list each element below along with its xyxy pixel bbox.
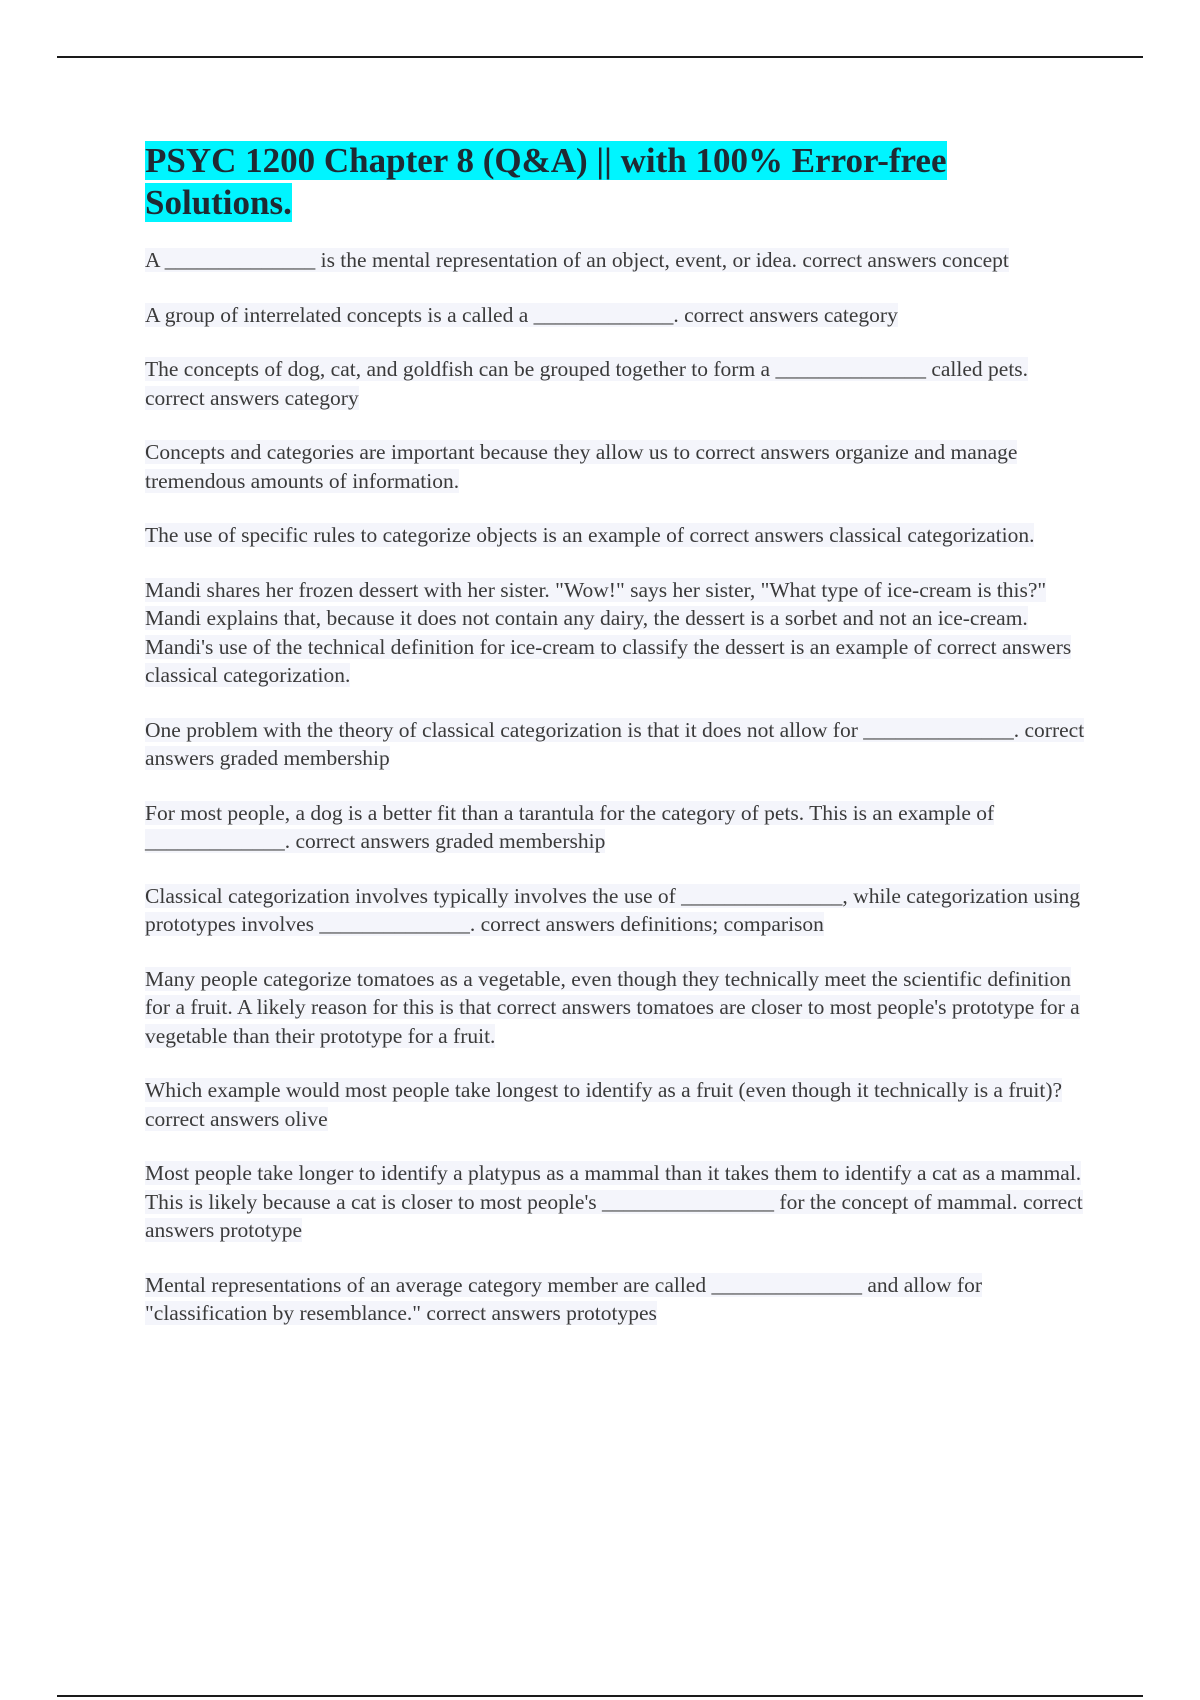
qa-item: Many people categorize tomatoes as a vegetable, even though they technically meet the scientific definition for a fruit. A likely reason for this is that correct answers tomatoes are closer to most people's prototype for a vegetable than their prototype for a fruit. bbox=[145, 966, 1080, 1048]
qa-item: Mandi shares her frozen dessert with her sister. "Wow!" says her sister, "What type of ice-cream is this?" Mandi explains that, because it does not contain any dairy, the dessert is a sorbet and not an ice-cream. Mandi's use of the technical definition for ice-cream to classify the dessert is an example of correct answers classical categorization. bbox=[145, 577, 1072, 687]
qa-item: Classical categorization involves typically involves the use of _______________, while categorization using prototypes involves ______________. correct answers definitions; comparison bbox=[145, 883, 1081, 936]
qa-item: Most people take longer to identify a platypus as a mammal than it takes them to identify a cat as a mammal. This is likely because a cat is closer to most people's ________________ for the concept of mammal. correct answers prototype bbox=[145, 1161, 1083, 1242]
qa-item: Mental representations of an average category member are called ______________ and allow for "classification by resemblance." correct answers prototypes bbox=[145, 1272, 982, 1325]
document-title bbox=[145, 140, 1090, 224]
qa-item: A group of interrelated concepts is a called a _____________. correct answers category bbox=[145, 302, 898, 327]
page-bottom-rule bbox=[57, 1695, 1143, 1697]
document-body bbox=[145, 140, 1090, 1354]
qa-item: One problem with the theory of classical categorization is that it does not allow for ______________. correct answers graded membership bbox=[145, 717, 1085, 770]
qa-item: Concepts and categories are important because they allow us to correct answers organize and manage tremendous amounts of information. bbox=[145, 440, 1018, 493]
qa-item: The concepts of dog, cat, and goldfish can be grouped together to form a ______________ called pets. correct answers category bbox=[145, 357, 1029, 410]
qa-item: A ______________ is the mental representation of an object, event, or idea. correct answers concept bbox=[145, 248, 1009, 272]
qa-item: Which example would most people take longest to identify as a fruit (even though it technically is a fruit)? correct answers olive bbox=[145, 1078, 1063, 1131]
document-title-text: PSYC 1200 Chapter 8 (Q&A) || with 100% Error-free Solutions. bbox=[145, 141, 947, 222]
page-top-rule bbox=[57, 56, 1143, 58]
qa-item: For most people, a dog is a better fit than a tarantula for the category of pets. This is an example of _____________. correct answers graded membership bbox=[145, 800, 995, 853]
qa-item: The use of specific rules to categorize objects is an example of correct answers classical categorization. bbox=[145, 523, 1035, 547]
